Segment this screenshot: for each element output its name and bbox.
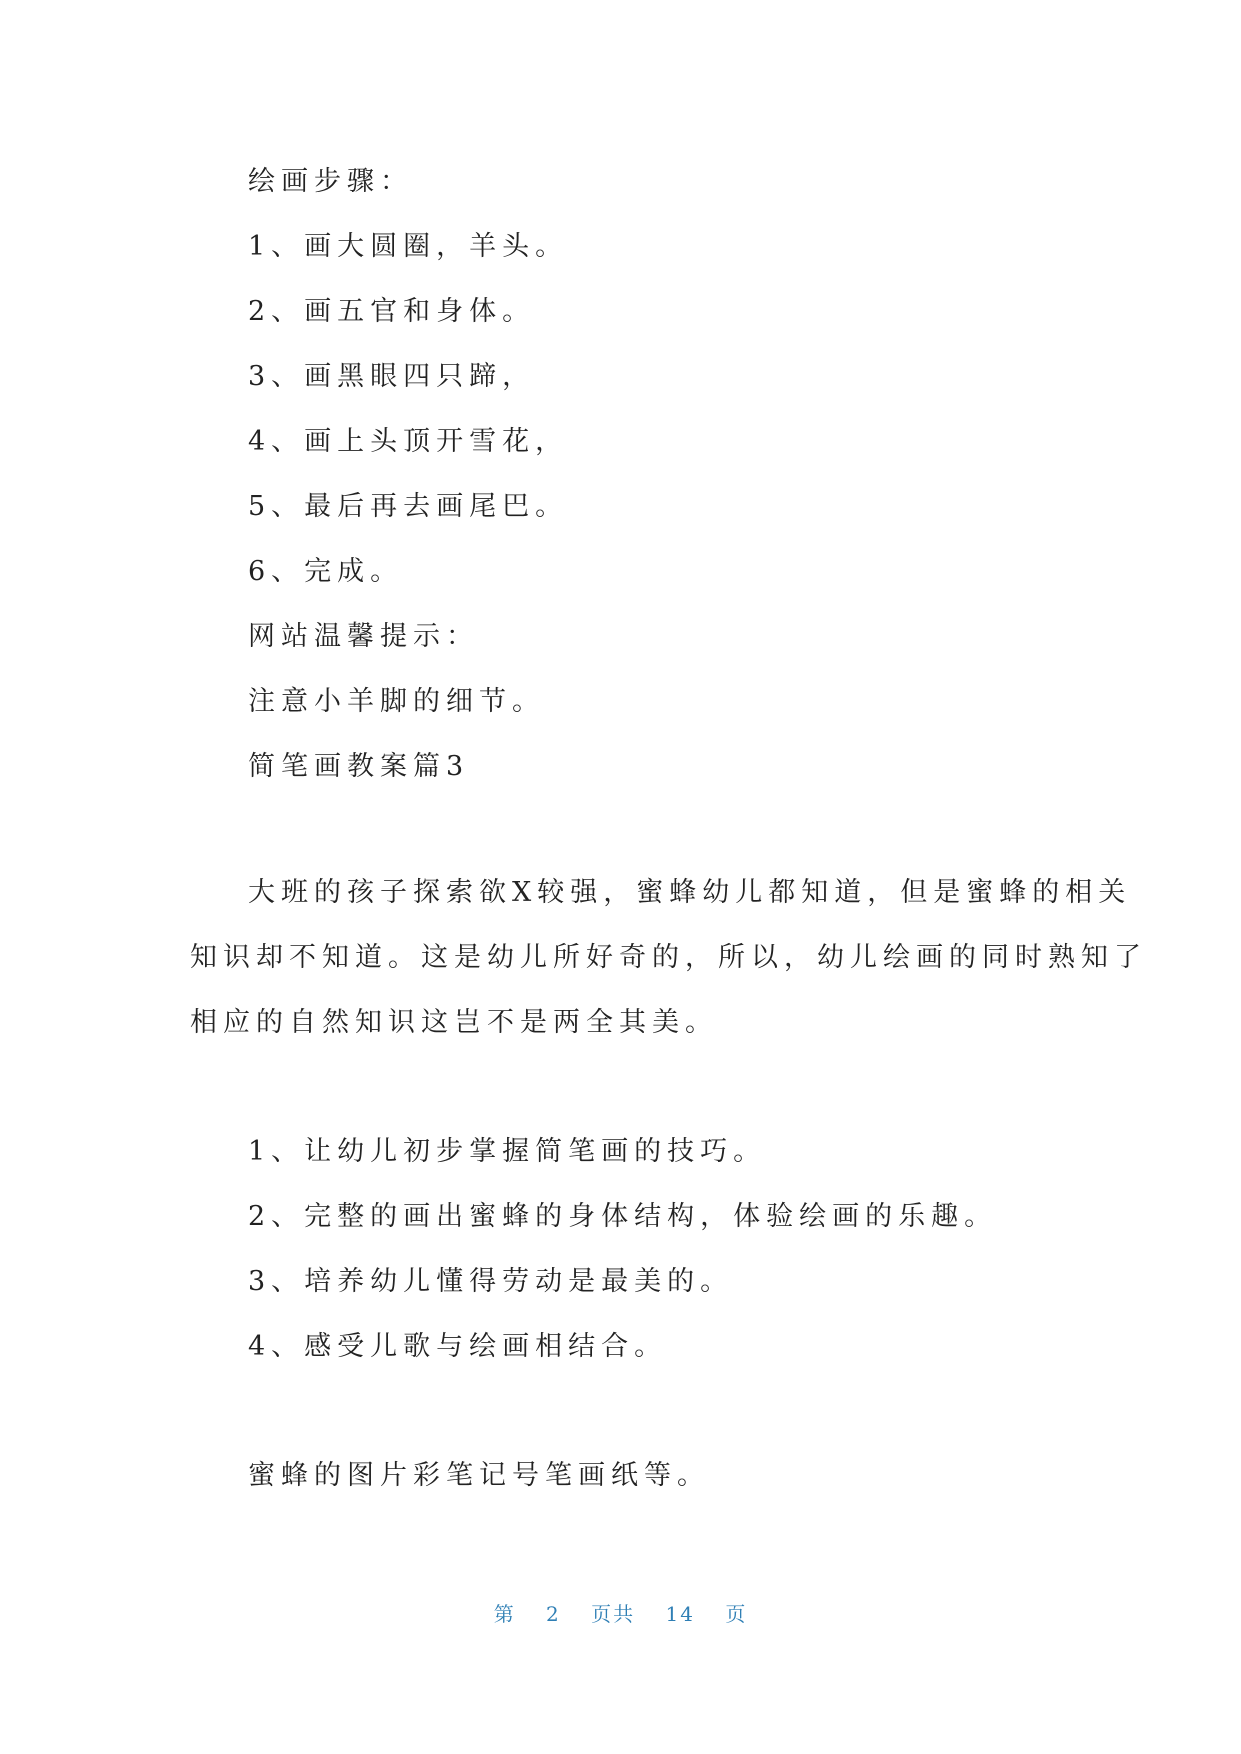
tips-text: 注意小羊脚的细节。: [248, 686, 545, 717]
step-item-2: 2、画五官和身体。: [248, 296, 536, 327]
step-item-4: 4、画上头顶开雪花，: [248, 426, 569, 457]
step-item-6: 6、完成。: [248, 556, 404, 587]
materials-text: 蜜蜂的图片彩笔记号笔画纸等。: [248, 1460, 710, 1491]
page-footer: [0, 1600, 1241, 1628]
goal-item-2: 2、完整的画出蜜蜂的身体结构，体验绘画的乐趣。: [248, 1201, 998, 1232]
step-item-5: 5、最后再去画尾巴。: [248, 491, 569, 522]
step-item-3: 3、画黑眼四只蹄，: [248, 361, 536, 392]
chapter-title: 简笔画教案篇3: [248, 751, 470, 782]
footer-total-pages: 14: [665, 1602, 695, 1626]
goal-item-4: 4、感受儿歌与绘画相结合。: [248, 1331, 668, 1362]
goal-item-3: 3、培养幼儿懂得劳动是最美的。: [248, 1266, 734, 1297]
footer-current-page: 2: [546, 1602, 561, 1626]
intro-paragraph-line-3: 相应的自然知识这岂不是两全其美。: [190, 1007, 718, 1038]
intro-paragraph-line-2: 知识却不知道。这是幼儿所好奇的，所以，幼儿绘画的同时熟知了: [190, 942, 1147, 973]
goal-item-1: 1、让幼儿初步掌握简笔画的技巧。: [248, 1136, 767, 1167]
tips-heading: 网站温馨提示：: [248, 621, 479, 652]
steps-heading: 绘画步骤：: [248, 166, 413, 197]
footer-label-di: 第: [493, 1602, 516, 1626]
intro-paragraph-line-1: 大班的孩子探索欲X较强，蜜蜂幼儿都知道，但是蜜蜂的相关: [248, 877, 1132, 908]
step-item-1: 1、画大圆圈，羊头。: [248, 231, 569, 262]
footer-label-ye-gong: 页共: [591, 1602, 636, 1626]
footer-label-ye: 页: [725, 1602, 748, 1626]
